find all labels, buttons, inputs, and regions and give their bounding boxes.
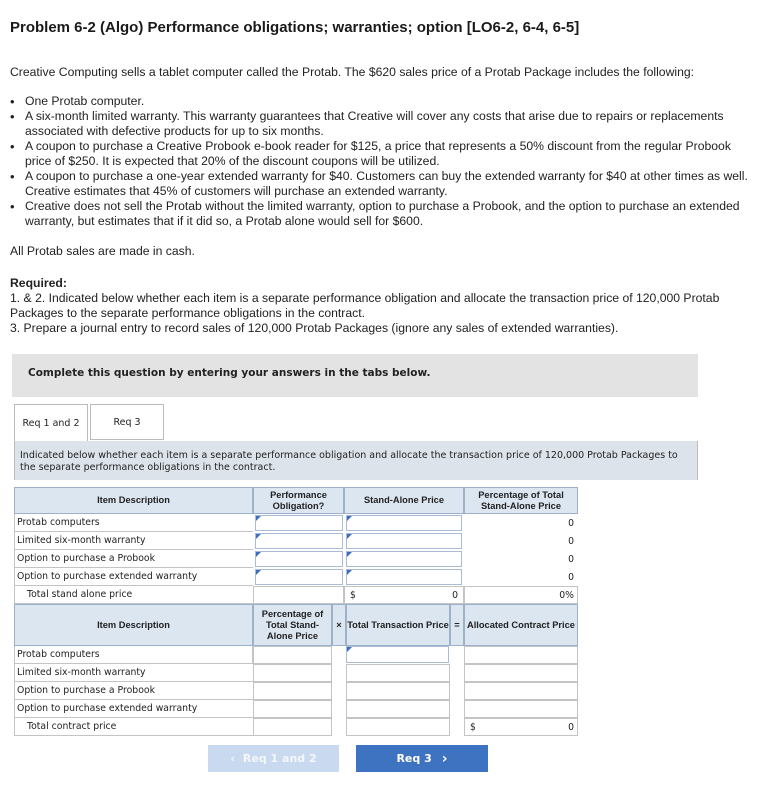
header-stand-alone-price: Stand-Alone Price [344, 487, 464, 514]
performance-obligation-input[interactable] [255, 533, 343, 549]
stand-alone-price-input[interactable] [346, 515, 462, 531]
problem-intro: Creative Computing sells a tablet computer called the Protab. The $620 sales price of a Protab Package includes the following: [10, 65, 695, 79]
req12-text: 1. & 2. Indicated below whether each item is a separate performance obligation and allocate the transaction price of 120,000 Protab Packages to the separate performance obligations in the contract. [10, 291, 720, 320]
prev-button-label: Req 1 and 2 [242, 752, 317, 765]
allocated-cell [464, 700, 578, 718]
empty-cell [253, 718, 332, 736]
table-row-label: Protab computers [14, 646, 253, 664]
table-row-label: Option to purchase a Probook [14, 550, 253, 568]
tab-req-1-and-2[interactable]: Req 1 and 2 [14, 404, 88, 441]
transaction-cell [346, 664, 450, 682]
header-performance-obligation: Performance Obligation? [253, 487, 344, 514]
list-item: • Creative does not sell the Protab without the limited warranty, option to purchase a Probook, and the option to purchase an extended warranty, but estimates that if it did so, a Protab alone would sell for $600. [25, 199, 755, 229]
currency-symbol: $ [470, 722, 476, 733]
total-row-label: Total stand alone price [14, 586, 253, 604]
performance-obligation-input[interactable] [255, 551, 343, 567]
problem-title: Problem 6-2 (Algo) Performance obligations; warranties; option [LO6-2, 6-4, 6-5] [10, 19, 580, 36]
panel-instructions: Indicated below whether each item is a separate performance obligation and allocate the transaction price of 120,000 Protab Packages to the separate performance obligations in the contract. [20, 450, 678, 473]
tab-req-3[interactable]: Req 3 [90, 404, 164, 440]
stand-alone-price-input[interactable] [346, 569, 462, 585]
header-item-description: Item Description [14, 604, 253, 646]
multiply-operator: × [332, 604, 346, 646]
allocated-cell [464, 664, 578, 682]
pct-cell [253, 700, 332, 718]
percentage-value: 0 [568, 536, 574, 547]
percentage-value: 0 [568, 518, 574, 529]
cash-note: All Protab sales are made in cash. [10, 244, 195, 258]
header-percentage-total: Percentage of Total Stand-Alone Price [464, 487, 578, 514]
pct-cell [253, 682, 332, 700]
table-row-label: Protab computers [14, 514, 253, 532]
complete-instructions: Complete this question by entering your answers in the tabs below. [28, 367, 431, 379]
total-row-label: Total contract price [14, 718, 253, 736]
total-stand-alone-value: 0 [452, 590, 458, 601]
transaction-cell [346, 700, 450, 718]
empty-cell [346, 718, 450, 736]
empty-cell [253, 646, 332, 664]
table-row-label: Limited six-month warranty [14, 532, 253, 550]
req3-text: 3. Prepare a journal entry to record sales of 120,000 Protab Packages (ignore any sales of extended warranties). [10, 321, 619, 335]
required-label: Required: [10, 276, 67, 290]
pct-cell [253, 664, 332, 682]
transaction-cell [346, 682, 450, 700]
equals-operator: = [450, 604, 464, 646]
prev-button[interactable] [208, 745, 339, 772]
total-contract-value: 0 [568, 722, 574, 733]
table-row-label: Option to purchase extended warranty [14, 700, 253, 718]
header-allocated-contract-price: Allocated Contract Price [464, 604, 578, 646]
chevron-left-icon: ‹ [230, 752, 235, 765]
chevron-right-icon: › [441, 750, 448, 767]
percentage-value: 0 [568, 554, 574, 565]
list-item: • A six-month limited warranty. This warranty guarantees that Creative will cover any costs that arise due to repairs or replacements associated with defective products for up to six months. [25, 109, 755, 139]
package-items-list [10, 94, 755, 229]
performance-obligation-input[interactable] [255, 515, 343, 531]
empty-cell [253, 586, 344, 604]
header-total-transaction-price: Total Transaction Price [346, 604, 450, 646]
list-item: • A coupon to purchase a Creative Probook e-book reader for $125, a price that represents a 50% discount from the regular Probook price of $250. It is expected that 20% of the discount coupons will be utilized. [25, 139, 755, 169]
list-item: • A coupon to purchase a one-year extended warranty for $40. Customers can buy the extended warranty for $40 at other times as well. Creative estimates that 45% of customers will purchase an extended warranty. [25, 169, 755, 199]
stand-alone-price-input[interactable] [346, 533, 462, 549]
total-transaction-price-input[interactable] [346, 646, 449, 663]
table-row-label: Option to purchase a Probook [14, 682, 253, 700]
stand-alone-price-input[interactable] [346, 551, 462, 567]
currency-symbol: $ [350, 590, 356, 601]
empty-cell [464, 646, 578, 664]
allocated-cell [464, 682, 578, 700]
next-button[interactable] [356, 745, 488, 772]
header-item-description: Item Description [14, 487, 253, 514]
required-section [10, 276, 755, 336]
table-row-label: Option to purchase extended warranty [14, 568, 253, 586]
performance-obligation-input[interactable] [255, 569, 343, 585]
total-percentage-value: 0% [559, 590, 574, 601]
header-percentage-total: Percentage of Total Stand-Alone Price [253, 604, 332, 646]
complete-instructions-box [12, 354, 698, 397]
percentage-value: 0 [568, 572, 574, 583]
list-item: • One Protab computer. [25, 94, 755, 109]
table-row-label: Limited six-month warranty [14, 664, 253, 682]
next-button-label: Req 3 [396, 752, 432, 765]
